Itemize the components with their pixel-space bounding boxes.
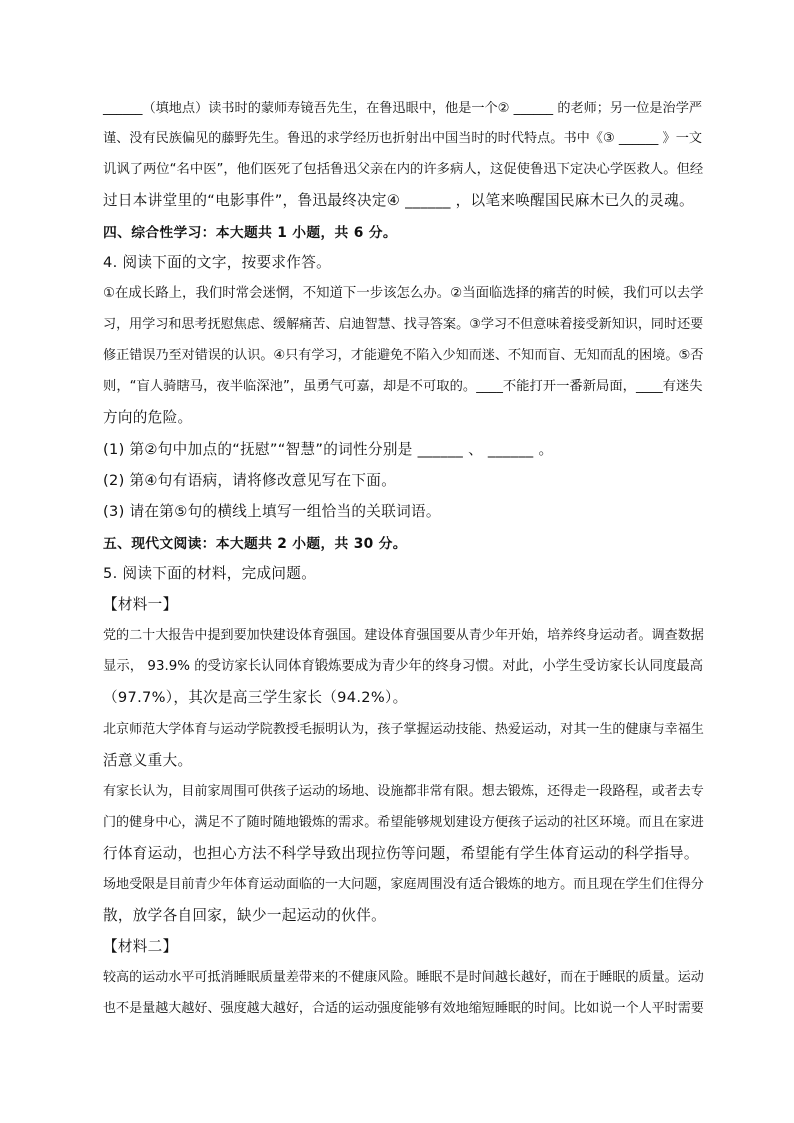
text-line: 活意义重大。	[103, 752, 193, 769]
sub-question: (3) 请在第⑤句的横线上填写一组恰当的关联词语。	[103, 503, 441, 520]
material-label: 【材料一】	[103, 596, 178, 613]
text-line: 方向的危险。	[103, 409, 193, 426]
material-label: 【材料二】	[103, 938, 178, 955]
text-line: 散，放学各自回家，缺少一起运动的伙伴。	[103, 907, 386, 924]
text-line: ______（填地点）读书时的蒙师寿镜吾先生，在鲁迅眼中，他是一个② ______ 的老师；另一位是治学严	[103, 101, 703, 116]
text-line: 党的二十大报告中提到要加快建设体育强国。建设体育强国要从青少年开始，培养终身运动者。调查数据	[103, 628, 704, 643]
text-line: 有家长认为，目前家周围可供孩子运动的场地、设施都非常有限。想去锻炼，还得走一段路程，或者去专	[103, 784, 704, 799]
text-line: 门的健身中心，满足不了随时随地锻炼的需求。希望能够规划建设方便孩子运动的社区环境。而且在家进	[103, 815, 704, 830]
text-line: 也不是量越大越好、强度越大越好，合适的运动强度能够有效地缩短睡眠的时间。比如说一个人平时需要	[103, 1001, 704, 1016]
text-line: 则，“盲人骑瞎马，夜半临深池”，虽勇气可嘉，却是不可取的。____不能打开一番新局面，____有迷失	[103, 379, 703, 394]
section-heading: 四、综合性学习：本大题共 1 小题，共 6 分。	[103, 225, 397, 241]
sub-question: (1) 第②句中加点的“抚慰”“智慧”的词性分别是 ______ 、 ______ 。	[103, 441, 554, 458]
text-line: 讥讽了两位“名中医”，他们医死了包括鲁迅父亲在内的许多病人，这促使鲁迅下定决心学医救人。但经	[103, 162, 704, 177]
text-line: 较高的运动水平可抵消睡眠质量差带来的不健康风险。睡眠不是时间越长越好，而在于睡眠的质量。运动	[103, 970, 704, 985]
section-heading: 五、现代文阅读：本大题共 2 小题，共 30 分。	[103, 536, 407, 552]
text-line: 场地受限是目前青少年体育运动面临的一大问题，家庭周围没有适合锻炼的地方。而且现在学生们住得分	[103, 877, 704, 892]
text-line: 行体育运动，也担心方法不科学导致出现拉伤等问题，希望能有学生体育运动的科学指导。	[103, 845, 699, 862]
question-stem: 4. 阅读下面的文字，按要求作答。	[103, 254, 331, 271]
text-line: 习，用学习和思考抚慰焦虑、缓解痛苦、启迪智慧、找寻答案。③学习不但意味着接受新知识，同时还要	[103, 317, 704, 332]
text-line: 谨、没有民族偏见的藤野先生。鲁迅的求学经历也折射出中国当时的时代特点。书中《③ ______ 》一文	[103, 131, 703, 146]
question-stem: 5. 阅读下面的材料，完成问题。	[103, 565, 317, 582]
text-line: （97.7%），其次是高三学生家长（94.2%）。	[103, 689, 408, 706]
text-line: 修正错误乃至对错误的认识。④只有学习，才能避免不陷入少知而迷、不知而盲、无知而乱的困境。⑤否	[103, 348, 704, 363]
text-line: 显示， 93.9% 的受访家长认同体育锻炼要成为青少年的终身习惯。对此，小学生受访家长认同度最高	[103, 659, 704, 674]
text-line: 过日本讲堂里的“电影事件”，鲁迅最终决定④ ______ ，以笔来唤醒国民麻木已久的灵魂。	[103, 192, 694, 209]
text-line: ①在成长路上，我们时常会迷惘，不知道下一步该怎么办。②当面临选择的痛苦的时候，我们可以去学	[103, 286, 704, 301]
sub-question: (2) 第④句有语病，请将修改意见写在下面。	[103, 472, 397, 489]
text-line: 北京师范大学体育与运动学院教授毛振明认为，孩子掌握运动技能、热爱运动，对其一生的健康与幸福生	[103, 722, 704, 737]
